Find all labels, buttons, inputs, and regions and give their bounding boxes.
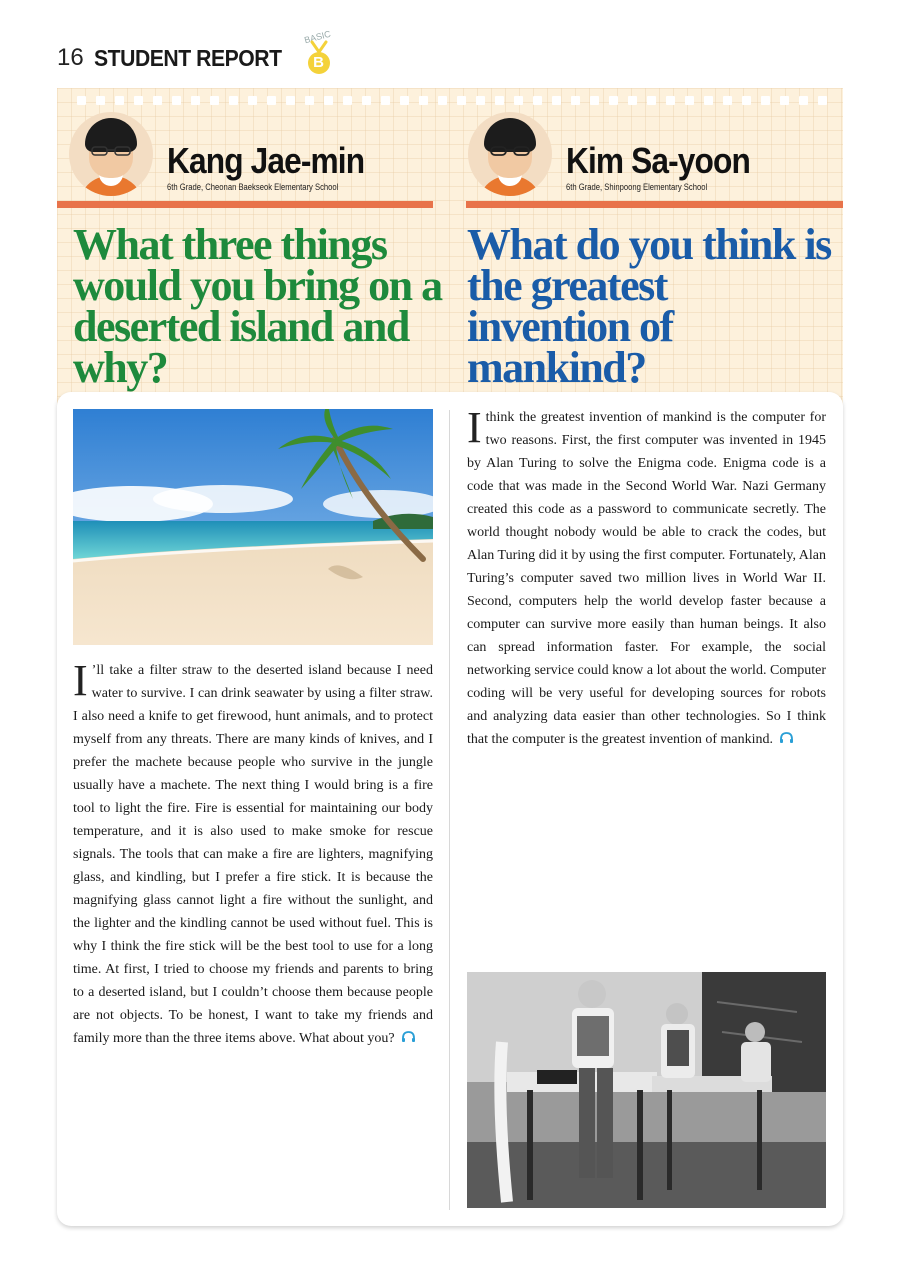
- beach-palm-photo: [73, 409, 433, 645]
- author-school: 6th Grade, Cheonan Baekseok Elementary School: [167, 182, 339, 192]
- avatar: [69, 112, 153, 196]
- author-name: Kang Jae-min: [167, 140, 365, 181]
- drop-cap: I: [73, 656, 88, 705]
- author-right: [466, 110, 843, 200]
- headphones-icon[interactable]: [401, 1031, 416, 1043]
- badge-letter: B: [308, 52, 330, 74]
- glasses-icon: [91, 146, 131, 156]
- page-header: [57, 28, 336, 78]
- perforation-row: [77, 96, 827, 106]
- essay-left: [73, 656, 433, 1050]
- page-number: 16: [57, 44, 84, 71]
- avatar: [468, 112, 552, 196]
- historic-computer-photo: [467, 972, 826, 1208]
- question-left: What three things would you bring on a deserted island and why?: [73, 220, 442, 392]
- drop-cap: I: [467, 403, 482, 452]
- section-title: STUDENT REPORT: [93, 44, 282, 71]
- question-right: What do you think is the greatest invention of mankind?: [467, 220, 831, 392]
- essay-right-body: think the greatest invention of mankind is the computer for two reasons. First, the first computer was invented in 1945 by Alan Turing to solve the Enigma code. Enigma code is a code that was made in the Second World War. Nazi Germany created this code as a password to communicate secretly. The world thought nobody would be able to crack the codes, but Alan Turing did it by using the first computer. Fortunately, Alan Turing’s computer saved two million lives in World War II. Second, computers help the world develop faster because a computer can survive more easily than human beings. It also can spread information faster. For example, the social networking service could know a lot about the world. Computer coding will be very useful for developing sources for robots and analyzing data easier than other technologies. So I think that the computer is the greatest invention of mankind.: [467, 410, 826, 747]
- column-divider: [449, 410, 450, 1210]
- glasses-icon: [490, 146, 530, 156]
- headphones-icon[interactable]: [779, 732, 794, 744]
- accent-rule-left: [57, 201, 433, 208]
- accent-rule-right: [466, 201, 843, 208]
- essay-right: [467, 403, 826, 751]
- author-name: Kim Sa-yoon: [566, 140, 750, 181]
- essay-left-body: ’ll take a filter straw to the deserted island because I need water to survive. I can drink seawater by using a filter straw. I also need a knife to get firewood, hunt animals, and to protect myself from any threats. There are many kinds of knives, and I prefer the machete because people who survive in the jungle usually have a machete. The next thing I would bring is a fire tool to light the fire. Fire is essential for maintaining our body temperature, and it is also used to make smoke for rescue signals. The tools that can make a fire are lighters, magnifying glass, and kindling, but I prefer a fire stick. It is because the magnifying glass cannot light a fire without the sunlight, and the lighter and the kindling cannot be used without fuel. This is why I think the fire stick will be the best tool to use for a long time. At first, I tried to choose my friends and parents to bring to a deserted island, but I couldn’t choose them because people are not objects. To be honest, I want to take my friends and family more than the three items above. What about you?: [73, 663, 433, 1046]
- author-school: 6th Grade, Shinpoong Elementary School: [566, 182, 708, 192]
- badge-label: BASIC: [302, 28, 332, 46]
- author-left: [57, 110, 433, 200]
- basic-badge: [302, 28, 336, 78]
